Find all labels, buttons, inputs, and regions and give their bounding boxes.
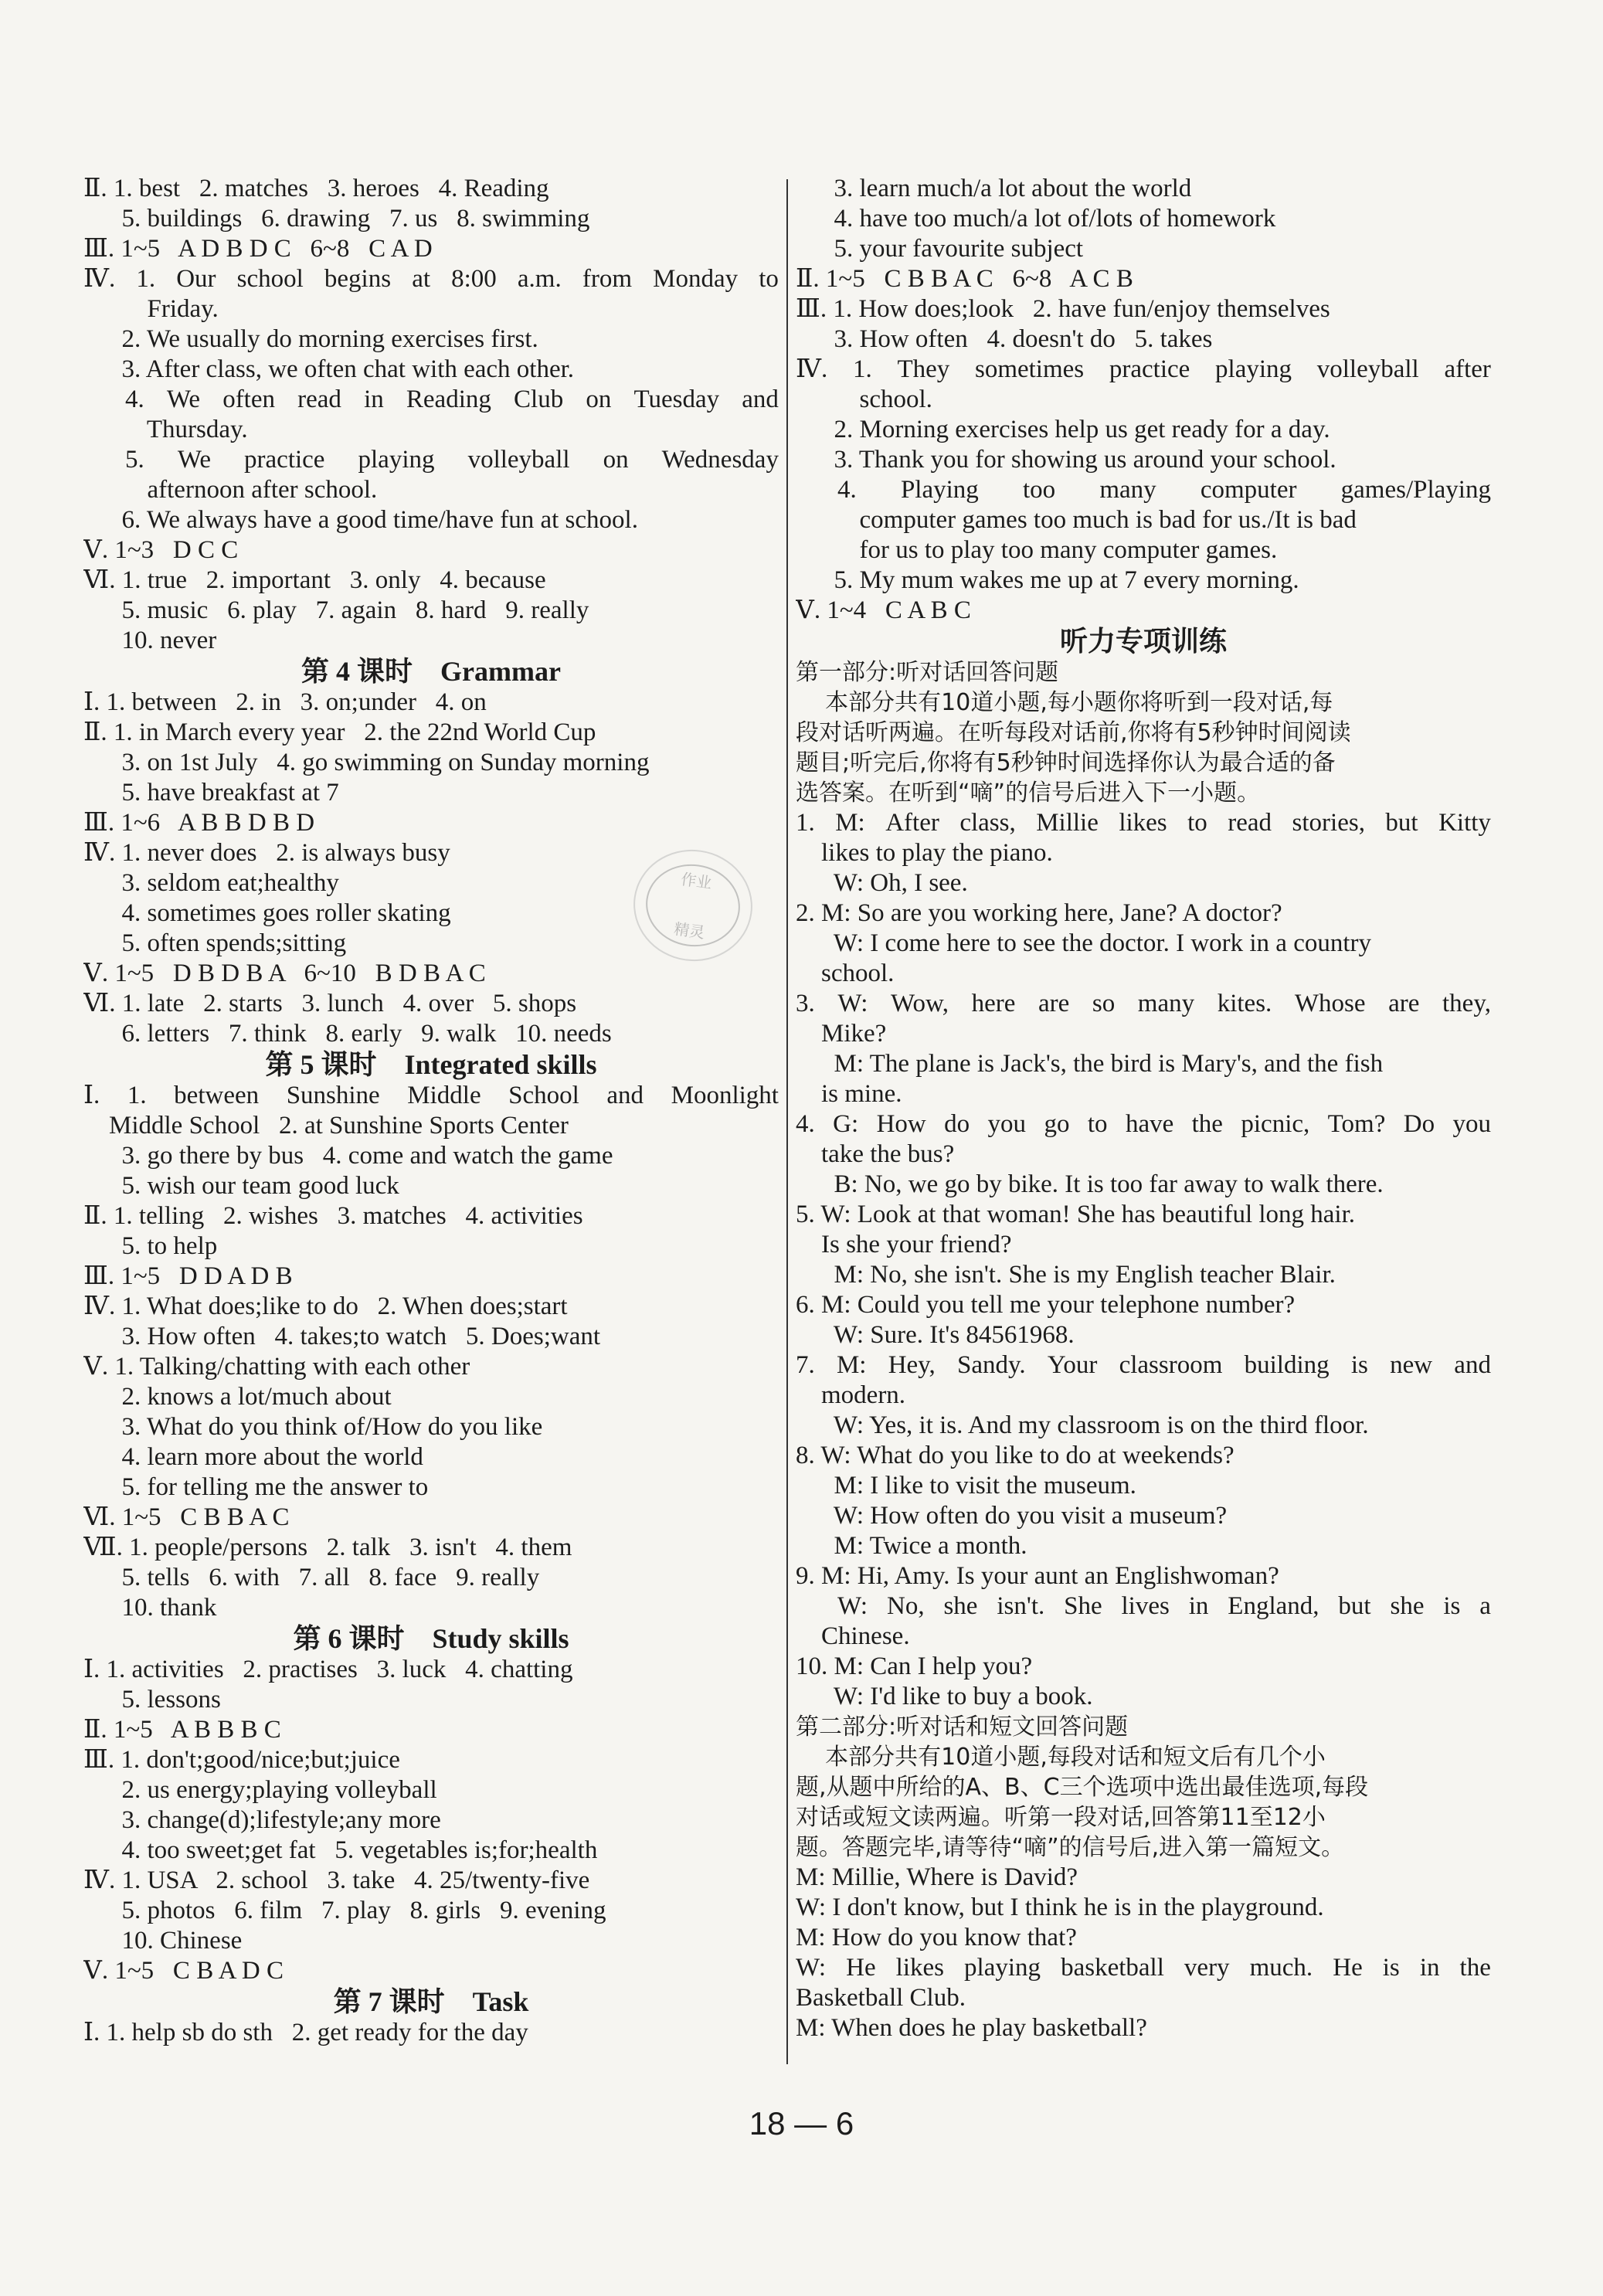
text-line: 3. W: Wow, here are so many kites. Whose are they, — [796, 990, 1491, 1017]
text-line: Ⅴ. 1~3 D C C — [83, 536, 239, 564]
text-line: 10. M: Can I help you? — [796, 1652, 1033, 1680]
text-line: 5. We practice playing volleyball on Wednesday — [125, 446, 779, 474]
text-line: Ⅲ. 1~5 D D A D B — [83, 1262, 293, 1290]
watermark-stamp — [627, 842, 760, 969]
text-line: W: I'd like to buy a book. — [796, 1683, 1093, 1710]
text-line: 4. G: How do you go to have the picnic, Tom? Do you — [796, 1110, 1491, 1138]
text-line: 5. to help — [83, 1232, 218, 1260]
text-line: 4. learn more about the world — [83, 1443, 423, 1471]
text-line: 4. too sweet;get fat 5. vegetables is;for;health — [83, 1836, 598, 1864]
text-line: 2. M: So are you working here, Jane? A doctor? — [796, 899, 1282, 927]
svg-text:作业: 作业 — [679, 869, 713, 892]
text-line: W: He likes playing basketball very much. He is in the — [796, 1954, 1491, 1982]
section-heading: 第 4 课时 Grammar — [301, 656, 561, 687]
text-line: M: No, she isn't. She is my English teacher Blair. — [796, 1261, 1336, 1289]
text-line: W: I come here to see the doctor. I work in a country — [796, 929, 1372, 957]
text-line: Ⅰ. 1. between 2. in 3. on;under 4. on — [83, 688, 487, 716]
text-line: W: How often do you visit a museum? — [796, 1502, 1228, 1530]
right-column — [796, 174, 1491, 2043]
text-line: B: No, we go by bike. It is too far away to walk there. — [796, 1170, 1384, 1198]
text-line: Mike? — [796, 1020, 887, 1048]
text-line: 5. often spends;sitting — [83, 929, 347, 957]
text-line: 3. change(d);lifestyle;any more — [83, 1806, 441, 1834]
text-line: 5. My mum wakes me up at 7 every morning. — [796, 566, 1299, 594]
text-line: Ⅳ. 1. USA 2. school 3. take 4. 25/twenty-five — [83, 1866, 590, 1894]
text-line: 5. W: Look at that woman! She has beautiful long hair. — [796, 1201, 1356, 1228]
section-heading: 第 7 课时 Task — [333, 1986, 529, 2017]
text-line: 本部分共有10道小题,每段对话和短文后有几个小 — [796, 1744, 1326, 1771]
column-divider — [786, 179, 788, 2064]
text-line: school. — [796, 385, 932, 413]
text-line: likes to play the piano. — [796, 839, 1053, 867]
text-line: 本部分共有10道小题,每小题你将听到一段对话,每 — [796, 689, 1333, 716]
stamp-graphic — [628, 844, 758, 967]
text-line: Basketball Club. — [796, 1984, 966, 2012]
text-line: 对话或短文读两遍。听第一段对话,回答第11至12小 — [796, 1804, 1326, 1831]
text-line: Ⅵ. 1~5 C B B A C — [83, 1503, 290, 1531]
text-line: 8. W: What do you like to do at weekends? — [796, 1442, 1235, 1469]
text-line: Ⅱ. 1~5 C B B A C 6~8 A C B — [796, 265, 1133, 293]
text-line: modern. — [796, 1381, 906, 1409]
text-line: W: I don't know, but I think he is in the playground. — [796, 1894, 1324, 1921]
text-line: 选答案。在听到“嘀”的信号后进入下一小题。 — [796, 779, 1261, 807]
text-line: 5. photos 6. film 7. play 8. girls 9. evening — [83, 1897, 606, 1924]
text-line: 2. knows a lot/much about — [83, 1383, 392, 1411]
text-line: 10. Chinese — [83, 1927, 243, 1955]
text-line: Ⅰ. 1. between Sunshine Middle School and Moonlight — [83, 1082, 779, 1109]
text-line: Is she your friend? — [796, 1231, 1012, 1258]
text-line: Chinese. — [796, 1622, 910, 1650]
text-line: W: No, she isn't. She lives in England, but she is a — [837, 1592, 1491, 1620]
text-line: W: Oh, I see. — [796, 869, 968, 897]
text-line: Ⅶ. 1. people/persons 2. talk 3. isn't 4. them — [83, 1533, 572, 1561]
text-line: take the bus? — [796, 1140, 955, 1168]
text-line: 5. wish our team good luck — [83, 1172, 399, 1200]
text-line: Ⅴ. 1~4 C A B C — [796, 596, 971, 624]
text-line: W: Yes, it is. And my classroom is on the third floor. — [796, 1411, 1369, 1439]
text-line: 4. We often read in Reading Club on Tuesday and — [125, 385, 779, 413]
text-line: M: When does he play basketball? — [796, 2014, 1147, 2042]
text-line: M: I like to visit the museum. — [796, 1472, 1136, 1500]
text-line: 5. lessons — [83, 1686, 221, 1714]
text-line: Ⅰ. 1. help sb do sth 2. get ready for the day — [83, 2019, 528, 2046]
text-line: 第二部分:听对话和短文回答问题 — [796, 1714, 1129, 1741]
text-line: Ⅴ. 1. Talking/chatting with each other — [83, 1353, 470, 1381]
text-line: 3. Thank you for showing us around your school. — [796, 446, 1336, 474]
text-line: 3. What do you think of/How do you like — [83, 1413, 543, 1441]
text-line: 第一部分:听对话回答问题 — [796, 659, 1059, 686]
text-line: school. — [796, 959, 895, 987]
text-line: Ⅳ. 1. They sometimes practice playing volleyball after — [796, 355, 1491, 383]
section-heading: 听力专项训练 — [1059, 626, 1227, 657]
text-line: 3. go there by bus 4. come and watch the game — [83, 1142, 613, 1170]
text-line: 4. have too much/a lot of/lots of homework — [796, 205, 1276, 233]
text-line: Ⅱ. 1. in March every year 2. the 22nd World Cup — [83, 718, 596, 746]
text-line: Ⅰ. 1. activities 2. practises 3. luck 4. chatting — [83, 1656, 573, 1683]
text-line: M: The plane is Jack's, the bird is Mary's, and the fish — [796, 1050, 1384, 1078]
text-line: computer games too much is bad for us./It is bad — [796, 506, 1357, 534]
text-line: 2. We usually do morning exercises first. — [83, 325, 538, 353]
text-line: 7. M: Hey, Sandy. Your classroom building is new and — [796, 1351, 1491, 1379]
text-line: W: Sure. It's 84561968. — [796, 1321, 1075, 1349]
text-line: M: Millie, Where is David? — [796, 1863, 1078, 1891]
text-line: Ⅲ. 1~6 A B B D B D — [83, 809, 315, 837]
text-line: 3. learn much/a lot about the world — [796, 175, 1192, 202]
text-line: Ⅳ. 1. What does;like to do 2. When does;start — [83, 1292, 568, 1320]
section-heading: 第 6 课时 Study skills — [293, 1623, 569, 1654]
text-line: is mine. — [796, 1080, 902, 1108]
text-line: 5. tells 6. with 7. all 8. face 9. really — [83, 1564, 540, 1591]
left-column — [83, 174, 779, 2048]
page-number: 18 — 6 — [749, 2105, 854, 2141]
text-line: 题目;听完后,你将有5秒钟时间选择你认为最合适的备 — [796, 749, 1336, 776]
text-line: 3. seldom eat;healthy — [83, 869, 339, 897]
text-line: 9. M: Hi, Amy. Is your aunt an Englishwoman? — [796, 1562, 1279, 1590]
text-line: M: How do you know that? — [796, 1924, 1077, 1951]
text-line: 5. have breakfast at 7 — [83, 779, 339, 807]
text-line: 题,从题中所给的A、B、C三个选项中选出最佳选项,每段 — [796, 1774, 1369, 1801]
text-line: 3. After class, we often chat with each other. — [83, 355, 575, 383]
text-line: 3. How often 4. takes;to watch 5. Does;want — [83, 1323, 601, 1350]
text-line: 3. on 1st July 4. go swimming on Sunday morning — [83, 749, 650, 776]
text-line: 5. music 6. play 7. again 8. hard 9. really — [83, 596, 589, 624]
text-line: 3. How often 4. doesn't do 5. takes — [796, 325, 1213, 353]
text-line: 5. for telling me the answer to — [83, 1473, 429, 1501]
text-line: M: Twice a month. — [796, 1532, 1027, 1560]
text-line: 6. letters 7. think 8. early 9. walk 10. needs — [83, 1020, 612, 1048]
text-line: 1. M: After class, Millie likes to read stories, but Kitty — [796, 809, 1491, 837]
text-line: Ⅲ. 1. How does;look 2. have fun/enjoy themselves — [796, 295, 1330, 323]
text-line: Middle School 2. at Sunshine Sports Center — [83, 1112, 569, 1140]
text-line: 2. Morning exercises help us get ready for a day. — [796, 416, 1330, 443]
text-line: for us to play too many computer games. — [796, 536, 1278, 564]
text-line: 段对话听两遍。在听每段对话前,你将有5秒钟时间阅读 — [796, 719, 1351, 746]
text-line: 6. We always have a good time/have fun at school. — [83, 506, 638, 534]
text-line: Ⅱ. 1~5 A B B B C — [83, 1716, 281, 1744]
svg-text:精灵: 精灵 — [672, 919, 706, 943]
text-line: 2. us energy;playing volleyball — [83, 1776, 437, 1804]
text-line: 4. sometimes goes roller skating — [83, 899, 451, 927]
text-line: Ⅱ. 1. telling 2. wishes 3. matches 4. activities — [83, 1202, 583, 1230]
text-line: 题。答题完毕,请等待“嘀”的信号后,进入第一篇短文。 — [796, 1834, 1345, 1861]
text-line: Ⅲ. 1~5 A D B D C 6~8 C A D — [83, 235, 433, 263]
section-heading: 第 5 课时 Integrated skills — [265, 1049, 597, 1080]
text-line: Ⅵ. 1. true 2. important 3. only 4. because — [83, 566, 546, 594]
text-line: 10. never — [83, 627, 217, 654]
text-line: Thursday. — [83, 416, 248, 443]
text-line: Ⅵ. 1. late 2. starts 3. lunch 4. over 5. shops — [83, 990, 577, 1017]
text-line: Ⅱ. 1. best 2. matches 3. heroes 4. Reading — [83, 175, 549, 202]
text-line: 5. buildings 6. drawing 7. us 8. swimming — [83, 205, 590, 233]
text-line: 6. M: Could you tell me your telephone number? — [796, 1291, 1296, 1319]
text-line: Ⅲ. 1. don't;good/nice;but;juice — [83, 1746, 400, 1774]
text-line: Ⅴ. 1~5 D B D B A 6~10 B D B A C — [83, 959, 486, 987]
text-line: Friday. — [83, 295, 219, 323]
text-line: afternoon after school. — [83, 476, 378, 504]
text-line: Ⅳ. 1. Our school begins at 8:00 a.m. from Monday to — [83, 265, 779, 293]
text-line: Ⅴ. 1~5 C B A D C — [83, 1957, 284, 1985]
text-line: 5. your favourite subject — [796, 235, 1084, 263]
text-line: 4. Playing too many computer games/Playing — [837, 476, 1491, 504]
text-line: 10. thank — [83, 1594, 217, 1622]
text-line: Ⅳ. 1. never does 2. is always busy — [83, 839, 450, 867]
